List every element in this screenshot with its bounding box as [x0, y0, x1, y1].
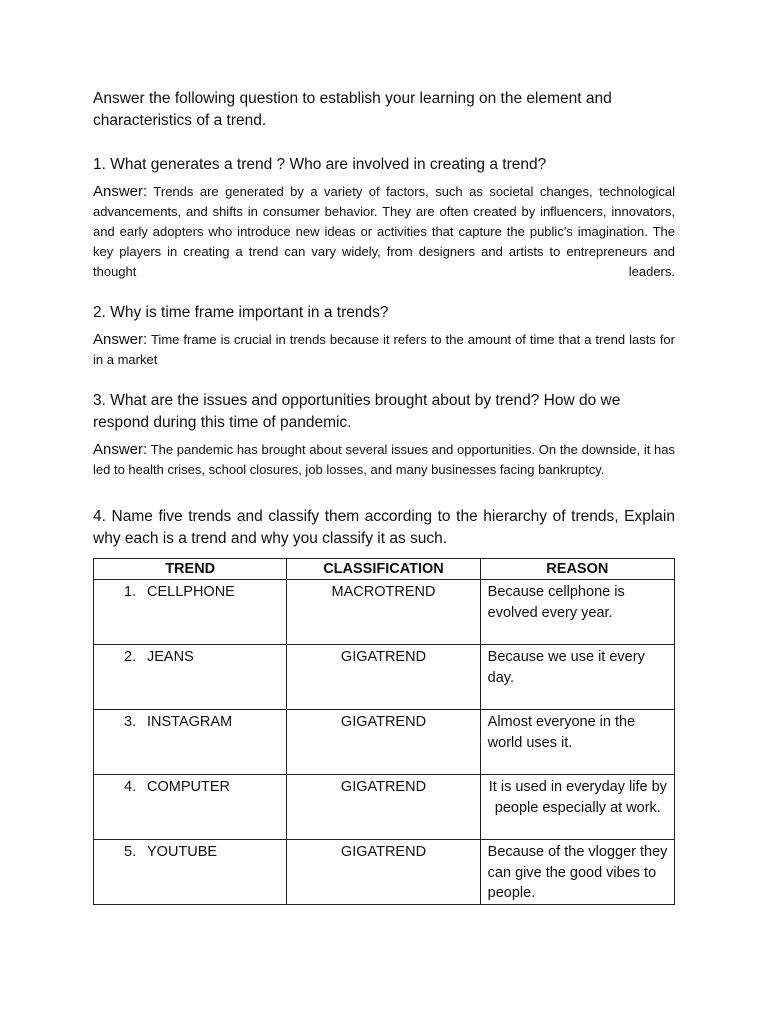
header-classification: CLASSIFICATION: [287, 559, 480, 580]
classification-cell: GIGATREND: [287, 840, 480, 905]
trend-cell: [94, 775, 287, 840]
question-1: 1. What generates a trend ? Who are involved in creating a trend?: [93, 156, 547, 173]
trend-name: YOUTUBE: [147, 844, 218, 860]
table-header-row: [94, 559, 675, 580]
reason-cell: Because cellphone is evolved every year.: [480, 580, 674, 645]
trend-cell: [94, 710, 287, 775]
classification-cell: GIGATREND: [287, 775, 480, 840]
question-4: 4. Name five trends and classify them according to the hierarchy of trends, Explain why each is a trend and why you classify it as such.: [93, 508, 675, 547]
reason-cell: Because we use it every day.: [480, 645, 674, 710]
question-2: 2. Why is time frame important in a trends?: [93, 304, 389, 321]
classification-cell: GIGATREND: [287, 710, 480, 775]
reason-cell: It is used in everyday life by people especially at work.: [480, 775, 674, 840]
answer-label: Answer:: [93, 183, 148, 200]
answer-2-text: Time frame is crucial in trends because it refers to the amount of time that a trend lasts for in a market: [93, 332, 675, 367]
trend-name: JEANS: [147, 649, 194, 665]
trend-cell: [94, 840, 287, 905]
answer-2: [93, 330, 675, 370]
row-number: 4.: [124, 779, 137, 795]
answer-label: Answer:: [93, 441, 148, 458]
table-row: [94, 775, 675, 840]
trend-cell: [94, 645, 287, 710]
trend-name: COMPUTER: [147, 779, 230, 795]
row-number: 2.: [124, 649, 137, 665]
trend-cell: [94, 580, 287, 645]
table-row: [94, 645, 675, 710]
table-row: [94, 710, 675, 775]
classification-cell: GIGATREND: [287, 645, 480, 710]
row-number: 5.: [124, 844, 137, 860]
reason-cell: Because of the vlogger they can give the good vibes to people.: [480, 840, 674, 905]
reason-cell: Almost everyone in the world uses it.: [480, 710, 674, 775]
answer-1-text: Trends are generated by a variety of factors, such as societal changes, technological advancements, and shifts in consumer behavior. They are often created by influencers, innovators, and early adopters who introduce new ideas or activities that capture the public's imagination. The key players in creating a trend can vary widely, from designers and artists to entrepreneurs and thought leaders.: [93, 184, 675, 279]
table-row: [94, 840, 675, 905]
answer-3: [93, 440, 675, 480]
row-number: 1.: [124, 584, 137, 600]
answer-label: Answer:: [93, 331, 148, 348]
intro-text: Answer the following question to establish your learning on the element and characteristics of a trend.: [93, 90, 612, 129]
document-page: [93, 88, 675, 905]
question-3: 3. What are the issues and opportunities brought about by trend? How do we respond during this time of pandemic.: [93, 392, 621, 431]
answer-3-text: The pandemic has brought about several issues and opportunities. On the downside, it has led to health crises, school closures, job losses, and many businesses facing bankruptcy.: [93, 442, 675, 477]
trends-table: [93, 558, 675, 905]
trend-name: INSTAGRAM: [147, 714, 233, 730]
header-reason: REASON: [480, 559, 674, 580]
row-number: 3.: [124, 714, 137, 730]
classification-cell: MACROTREND: [287, 580, 480, 645]
header-trend: TREND: [94, 559, 287, 580]
trend-name: CELLPHONE: [147, 584, 235, 600]
table-row: [94, 580, 675, 645]
answer-1: [93, 182, 675, 282]
